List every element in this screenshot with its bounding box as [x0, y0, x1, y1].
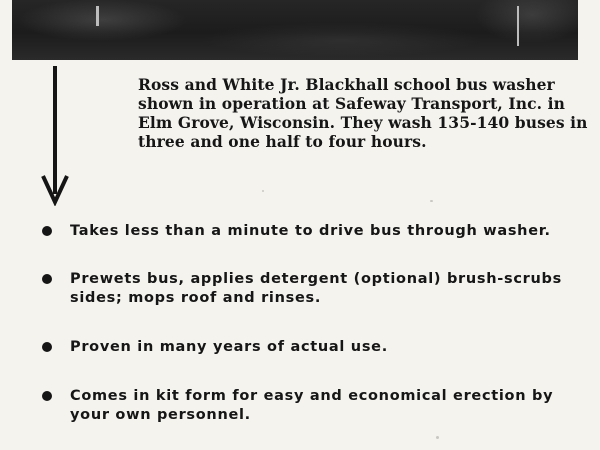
paper-speck	[262, 190, 264, 192]
bullet-icon	[42, 226, 52, 236]
photo-caption: Ross and White Jr. Blackhall school bus washer shown in operation at Safeway Transport, Inc. in Elm Grove, Wisconsin. They wash 135-140 buses in three and one half to four hours.	[138, 75, 588, 151]
feature-item	[40, 270, 585, 308]
photo-glint	[517, 6, 519, 46]
feature-item	[40, 338, 585, 357]
photo-glint	[96, 6, 99, 26]
feature-text: Takes less than a minute to drive bus through washer.	[70, 223, 551, 239]
paper-speck	[430, 200, 433, 202]
feature-list	[40, 222, 585, 425]
bus-washer-photo	[12, 0, 578, 60]
feature-item	[40, 222, 585, 241]
feature-item	[40, 387, 585, 425]
bullet-icon	[42, 342, 52, 352]
paper-speck	[436, 436, 439, 439]
bullet-icon	[42, 391, 52, 401]
down-arrow-icon	[40, 66, 70, 206]
bullet-icon	[42, 274, 52, 284]
feature-text: Prewets bus, applies detergent (optional) brush-scrubs sides; mops roof and rinses.	[70, 271, 562, 306]
feature-text: Comes in kit form for easy and economical erection by your own personnel.	[70, 388, 554, 423]
feature-text: Proven in many years of actual use.	[70, 339, 388, 355]
